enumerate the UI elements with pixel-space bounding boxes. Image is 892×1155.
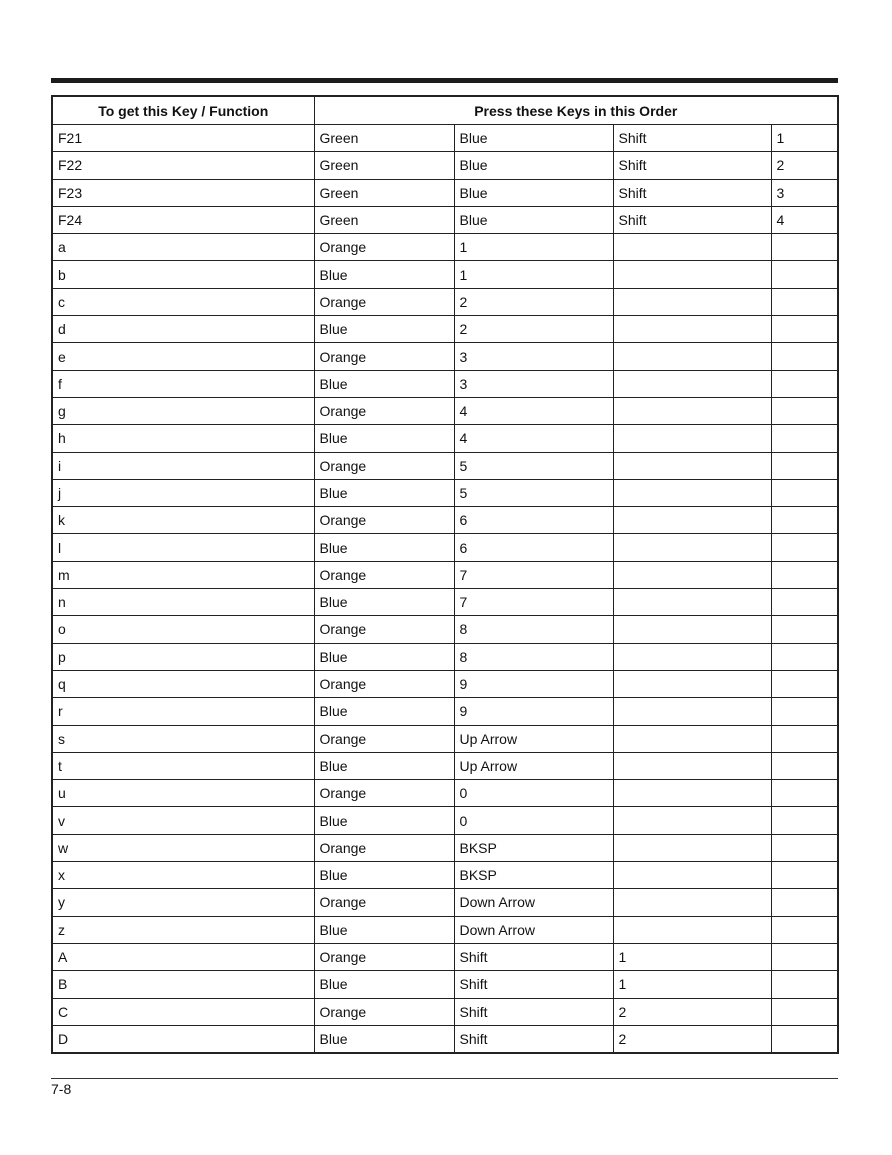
footer-rule bbox=[51, 1078, 838, 1079]
cell-key-3 bbox=[613, 261, 771, 288]
cell-key-1: Orange bbox=[314, 288, 454, 315]
cell-key-1: Blue bbox=[314, 643, 454, 670]
cell-key-4 bbox=[771, 807, 838, 834]
key-sequence-table bbox=[51, 95, 839, 1054]
cell-key-function: x bbox=[52, 862, 314, 889]
cell-key-1: Blue bbox=[314, 479, 454, 506]
table-row bbox=[52, 343, 838, 370]
table-row bbox=[52, 397, 838, 424]
cell-key-2: Down Arrow bbox=[454, 889, 613, 916]
table-row bbox=[52, 616, 838, 643]
cell-key-function: e bbox=[52, 343, 314, 370]
cell-key-3 bbox=[613, 616, 771, 643]
header-rule bbox=[51, 78, 838, 83]
cell-key-3 bbox=[613, 862, 771, 889]
cell-key-2: 1 bbox=[454, 234, 613, 261]
cell-key-4 bbox=[771, 534, 838, 561]
cell-key-1: Blue bbox=[314, 589, 454, 616]
cell-key-1: Blue bbox=[314, 807, 454, 834]
cell-key-2: 8 bbox=[454, 643, 613, 670]
cell-key-function: C bbox=[52, 998, 314, 1025]
cell-key-3 bbox=[613, 698, 771, 725]
cell-key-2: 9 bbox=[454, 698, 613, 725]
cell-key-1: Orange bbox=[314, 397, 454, 424]
cell-key-4 bbox=[771, 616, 838, 643]
table-row bbox=[52, 752, 838, 779]
cell-key-2: Down Arrow bbox=[454, 916, 613, 943]
table-row bbox=[52, 916, 838, 943]
table-row bbox=[52, 1025, 838, 1053]
cell-key-3 bbox=[613, 780, 771, 807]
table-row bbox=[52, 971, 838, 998]
cell-key-4 bbox=[771, 452, 838, 479]
cell-key-4 bbox=[771, 971, 838, 998]
cell-key-1: Orange bbox=[314, 889, 454, 916]
cell-key-2: 4 bbox=[454, 397, 613, 424]
table-row bbox=[52, 889, 838, 916]
cell-key-function: w bbox=[52, 834, 314, 861]
table-header-row bbox=[52, 96, 838, 125]
cell-key-function: F23 bbox=[52, 179, 314, 206]
cell-key-3 bbox=[613, 752, 771, 779]
cell-key-3 bbox=[613, 288, 771, 315]
table-row bbox=[52, 807, 838, 834]
cell-key-2: Shift bbox=[454, 971, 613, 998]
cell-key-2: Blue bbox=[454, 125, 613, 152]
cell-key-3 bbox=[613, 807, 771, 834]
table-row bbox=[52, 534, 838, 561]
cell-key-3 bbox=[613, 507, 771, 534]
cell-key-2: 4 bbox=[454, 425, 613, 452]
cell-key-4 bbox=[771, 998, 838, 1025]
table-row bbox=[52, 698, 838, 725]
cell-key-3 bbox=[613, 670, 771, 697]
cell-key-3 bbox=[613, 397, 771, 424]
cell-key-function: u bbox=[52, 780, 314, 807]
cell-key-3 bbox=[613, 916, 771, 943]
table-row bbox=[52, 589, 838, 616]
table-row bbox=[52, 261, 838, 288]
table-body bbox=[52, 125, 838, 1054]
cell-key-2: 1 bbox=[454, 261, 613, 288]
cell-key-4 bbox=[771, 397, 838, 424]
table-row bbox=[52, 179, 838, 206]
cell-key-function: F21 bbox=[52, 125, 314, 152]
table-row bbox=[52, 998, 838, 1025]
cell-key-3 bbox=[613, 534, 771, 561]
cell-key-4 bbox=[771, 834, 838, 861]
cell-key-function: F24 bbox=[52, 206, 314, 233]
cell-key-2: Up Arrow bbox=[454, 725, 613, 752]
cell-key-2: Shift bbox=[454, 943, 613, 970]
cell-key-function: d bbox=[52, 316, 314, 343]
cell-key-3: 2 bbox=[613, 998, 771, 1025]
cell-key-2: 6 bbox=[454, 534, 613, 561]
cell-key-1: Blue bbox=[314, 916, 454, 943]
cell-key-1: Blue bbox=[314, 1025, 454, 1053]
cell-key-2: Shift bbox=[454, 1025, 613, 1053]
cell-key-2: 2 bbox=[454, 316, 613, 343]
cell-key-function: i bbox=[52, 452, 314, 479]
table-row bbox=[52, 780, 838, 807]
cell-key-3: Shift bbox=[613, 206, 771, 233]
table-row bbox=[52, 152, 838, 179]
cell-key-4 bbox=[771, 507, 838, 534]
table-row bbox=[52, 943, 838, 970]
cell-key-function: j bbox=[52, 479, 314, 506]
cell-key-3 bbox=[613, 889, 771, 916]
cell-key-3 bbox=[613, 452, 771, 479]
cell-key-3: 1 bbox=[613, 943, 771, 970]
cell-key-2: 3 bbox=[454, 370, 613, 397]
table-row bbox=[52, 643, 838, 670]
cell-key-1: Orange bbox=[314, 234, 454, 261]
table-row bbox=[52, 862, 838, 889]
cell-key-1: Blue bbox=[314, 752, 454, 779]
cell-key-function: n bbox=[52, 589, 314, 616]
cell-key-4 bbox=[771, 943, 838, 970]
cell-key-4: 1 bbox=[771, 125, 838, 152]
cell-key-2: BKSP bbox=[454, 862, 613, 889]
cell-key-3 bbox=[613, 234, 771, 261]
cell-key-function: h bbox=[52, 425, 314, 452]
cell-key-4 bbox=[771, 916, 838, 943]
cell-key-2: 7 bbox=[454, 589, 613, 616]
cell-key-2: Up Arrow bbox=[454, 752, 613, 779]
cell-key-4 bbox=[771, 752, 838, 779]
table-row bbox=[52, 725, 838, 752]
cell-key-1: Orange bbox=[314, 561, 454, 588]
table-row bbox=[52, 561, 838, 588]
cell-key-4 bbox=[771, 288, 838, 315]
cell-key-1: Orange bbox=[314, 452, 454, 479]
cell-key-2: 8 bbox=[454, 616, 613, 643]
cell-key-1: Blue bbox=[314, 971, 454, 998]
cell-key-3 bbox=[613, 479, 771, 506]
cell-key-function: s bbox=[52, 725, 314, 752]
cell-key-function: a bbox=[52, 234, 314, 261]
table-row bbox=[52, 507, 838, 534]
table-row bbox=[52, 452, 838, 479]
cell-key-4 bbox=[771, 316, 838, 343]
cell-key-4 bbox=[771, 479, 838, 506]
cell-key-function: A bbox=[52, 943, 314, 970]
cell-key-1: Blue bbox=[314, 425, 454, 452]
cell-key-function: q bbox=[52, 670, 314, 697]
cell-key-4 bbox=[771, 725, 838, 752]
cell-key-4 bbox=[771, 561, 838, 588]
cell-key-function: k bbox=[52, 507, 314, 534]
cell-key-3: 2 bbox=[613, 1025, 771, 1053]
cell-key-2: BKSP bbox=[454, 834, 613, 861]
table-row bbox=[52, 125, 838, 152]
cell-key-3: Shift bbox=[613, 125, 771, 152]
page-number: 7-8 bbox=[51, 1081, 72, 1097]
cell-key-1: Green bbox=[314, 152, 454, 179]
cell-key-1: Green bbox=[314, 206, 454, 233]
cell-key-2: 5 bbox=[454, 452, 613, 479]
cell-key-1: Orange bbox=[314, 725, 454, 752]
column-header-key-order: Press these Keys in this Order bbox=[314, 96, 838, 125]
cell-key-4 bbox=[771, 370, 838, 397]
cell-key-3 bbox=[613, 589, 771, 616]
cell-key-1: Orange bbox=[314, 780, 454, 807]
cell-key-1: Blue bbox=[314, 534, 454, 561]
table-row bbox=[52, 316, 838, 343]
table-row bbox=[52, 834, 838, 861]
cell-key-4: 4 bbox=[771, 206, 838, 233]
cell-key-1: Blue bbox=[314, 370, 454, 397]
cell-key-function: B bbox=[52, 971, 314, 998]
cell-key-1: Blue bbox=[314, 862, 454, 889]
cell-key-1: Orange bbox=[314, 507, 454, 534]
cell-key-4 bbox=[771, 425, 838, 452]
cell-key-2: Blue bbox=[454, 179, 613, 206]
cell-key-1: Orange bbox=[314, 834, 454, 861]
cell-key-4 bbox=[771, 261, 838, 288]
cell-key-2: Blue bbox=[454, 206, 613, 233]
cell-key-2: 0 bbox=[454, 780, 613, 807]
table-row bbox=[52, 670, 838, 697]
cell-key-3 bbox=[613, 425, 771, 452]
cell-key-3 bbox=[613, 343, 771, 370]
cell-key-4 bbox=[771, 670, 838, 697]
cell-key-1: Orange bbox=[314, 998, 454, 1025]
cell-key-1: Orange bbox=[314, 343, 454, 370]
cell-key-3: 1 bbox=[613, 971, 771, 998]
cell-key-function: t bbox=[52, 752, 314, 779]
cell-key-4 bbox=[771, 343, 838, 370]
cell-key-3 bbox=[613, 561, 771, 588]
cell-key-1: Green bbox=[314, 125, 454, 152]
cell-key-2: 5 bbox=[454, 479, 613, 506]
cell-key-4 bbox=[771, 643, 838, 670]
cell-key-2: 7 bbox=[454, 561, 613, 588]
cell-key-4 bbox=[771, 889, 838, 916]
cell-key-3: Shift bbox=[613, 179, 771, 206]
cell-key-function: r bbox=[52, 698, 314, 725]
cell-key-function: c bbox=[52, 288, 314, 315]
cell-key-function: l bbox=[52, 534, 314, 561]
cell-key-4 bbox=[771, 698, 838, 725]
cell-key-1: Orange bbox=[314, 670, 454, 697]
cell-key-function: D bbox=[52, 1025, 314, 1053]
table-row bbox=[52, 234, 838, 261]
cell-key-4: 2 bbox=[771, 152, 838, 179]
table-row bbox=[52, 370, 838, 397]
cell-key-4 bbox=[771, 1025, 838, 1053]
cell-key-3: Shift bbox=[613, 152, 771, 179]
cell-key-3 bbox=[613, 370, 771, 397]
table-row bbox=[52, 425, 838, 452]
cell-key-function: m bbox=[52, 561, 314, 588]
cell-key-function: o bbox=[52, 616, 314, 643]
cell-key-2: Blue bbox=[454, 152, 613, 179]
table-row bbox=[52, 479, 838, 506]
cell-key-function: b bbox=[52, 261, 314, 288]
cell-key-2: 3 bbox=[454, 343, 613, 370]
cell-key-1: Orange bbox=[314, 943, 454, 970]
cell-key-1: Blue bbox=[314, 698, 454, 725]
cell-key-4 bbox=[771, 862, 838, 889]
cell-key-3 bbox=[613, 316, 771, 343]
column-header-key-function: To get this Key / Function bbox=[52, 96, 314, 125]
cell-key-2: 6 bbox=[454, 507, 613, 534]
cell-key-1: Blue bbox=[314, 261, 454, 288]
cell-key-4 bbox=[771, 234, 838, 261]
table-row bbox=[52, 288, 838, 315]
cell-key-2: Shift bbox=[454, 998, 613, 1025]
cell-key-2: 0 bbox=[454, 807, 613, 834]
cell-key-function: f bbox=[52, 370, 314, 397]
cell-key-3 bbox=[613, 643, 771, 670]
cell-key-function: v bbox=[52, 807, 314, 834]
cell-key-3 bbox=[613, 834, 771, 861]
cell-key-1: Orange bbox=[314, 616, 454, 643]
cell-key-function: F22 bbox=[52, 152, 314, 179]
cell-key-function: g bbox=[52, 397, 314, 424]
cell-key-2: 2 bbox=[454, 288, 613, 315]
cell-key-function: p bbox=[52, 643, 314, 670]
table-row bbox=[52, 206, 838, 233]
cell-key-1: Blue bbox=[314, 316, 454, 343]
cell-key-4 bbox=[771, 589, 838, 616]
cell-key-function: z bbox=[52, 916, 314, 943]
cell-key-4 bbox=[771, 780, 838, 807]
cell-key-4: 3 bbox=[771, 179, 838, 206]
cell-key-2: 9 bbox=[454, 670, 613, 697]
cell-key-1: Green bbox=[314, 179, 454, 206]
cell-key-function: y bbox=[52, 889, 314, 916]
cell-key-3 bbox=[613, 725, 771, 752]
